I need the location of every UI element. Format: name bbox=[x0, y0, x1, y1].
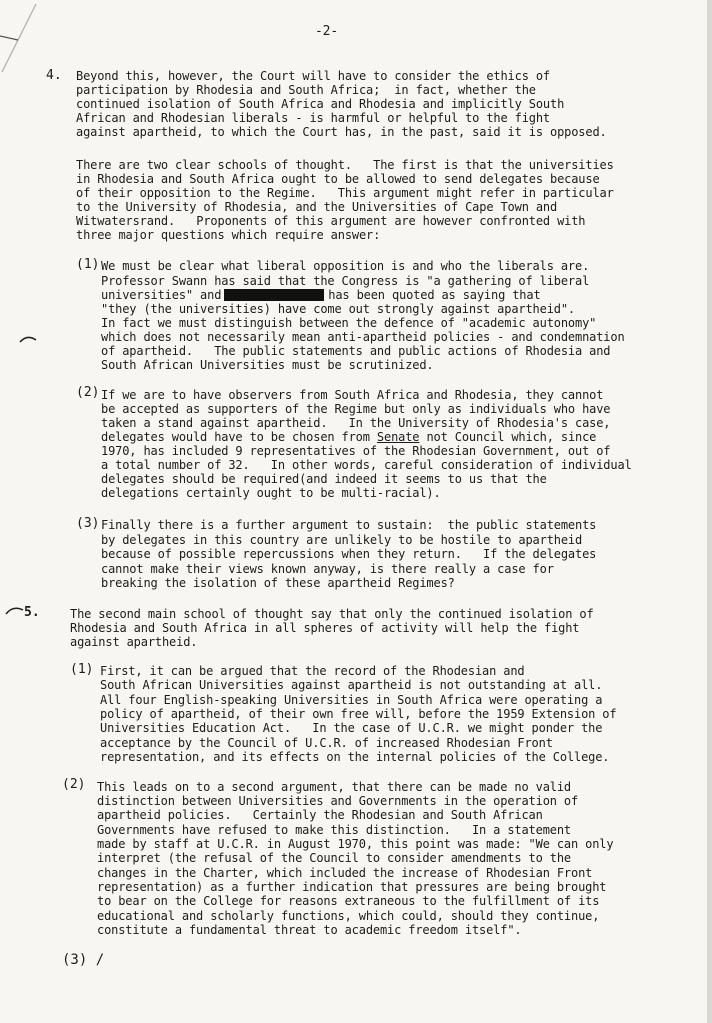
subpoint-2-number: (2) bbox=[62, 777, 86, 792]
subpoint-1-line: All four English-speaking Universities in South Africa were operating a bbox=[100, 693, 603, 707]
question-1-text-b: has been quoted as saying that bbox=[328, 288, 541, 302]
item-4-number: 4. bbox=[46, 68, 62, 83]
question-2-line: a total number of 32. In other words, careful consideration of individual bbox=[101, 458, 632, 472]
question-1-line-redacted bbox=[101, 288, 541, 302]
question-3-line: because of possible repercussions when they return. If the delegates bbox=[101, 547, 597, 561]
subpoint-2-line: representation) as a further indication that pressures are being brought bbox=[97, 880, 607, 894]
question-3-line: by delegates in this country are unlikely to be hostile to apartheid bbox=[101, 533, 583, 547]
question-1-line: of apartheid. The public statements and public actions of Rhodesia and bbox=[101, 344, 611, 358]
pen-stroke-corner bbox=[0, 0, 40, 80]
item-5-line: against apartheid. bbox=[70, 635, 198, 649]
item-5-number: 5. bbox=[24, 605, 40, 620]
subpoint-2-line: apartheid policies. Certainly the Rhodesian and South African bbox=[97, 808, 543, 822]
question-2-line: be accepted as supporters of the Regime but only as individuals who have bbox=[101, 402, 611, 416]
redaction-block bbox=[224, 289, 324, 301]
question-1-line: which does not necessarily mean anti-apartheid policies - and condemnation bbox=[101, 330, 625, 344]
item-4-line: continued isolation of South Africa and Rhodesia and implicitly South bbox=[76, 97, 565, 111]
subpoint-2-line: This leads on to a second argument, that there can be made no valid bbox=[97, 780, 571, 794]
question-1-line: Professor Swann has said that the Congress is "a gathering of liberal bbox=[101, 274, 590, 288]
senate-underlined: Senate bbox=[376, 430, 420, 444]
question-2-line: If we are to have observers from South Africa and Rhodesia, they cannot bbox=[101, 388, 604, 402]
question-2-line bbox=[101, 430, 596, 444]
question-2-line: taken a stand against apartheid. In the University of Rhodesia's case, bbox=[101, 416, 611, 430]
schools-paragraph-line: to the University of Rhodesia, and the Universities of Cape Town and bbox=[76, 200, 558, 214]
question-2-text-b: not Council which, since bbox=[419, 430, 597, 444]
schools-paragraph-line: of their opposition to the Regime. This argument might refer in particular bbox=[76, 186, 614, 200]
question-1-text-a: universities" and bbox=[101, 288, 222, 302]
subpoint-2-line: distinction between Universities and Governments in the operation of bbox=[97, 794, 579, 808]
question-2-number: (2) bbox=[76, 385, 100, 400]
question-3-line: breaking the isolation of these apartheid Regimes? bbox=[101, 576, 455, 590]
schools-paragraph-line: Witwatersrand. Proponents of this argument are however confronted with bbox=[76, 214, 586, 228]
question-2-line: 1970, has included 9 representatives of the Rhodesian Government, out of bbox=[101, 444, 611, 458]
question-1-line: "they (the universities) have come out strongly against apartheid". bbox=[101, 302, 575, 316]
subpoint-1-line: Universities Education Act. In the case of U.C.R. we might ponder the bbox=[100, 721, 603, 735]
subpoint-1-line: South African Universities against apartheid is not outstanding at all. bbox=[100, 678, 603, 692]
subpoint-1-line: representation, and its effects on the internal policies of the College. bbox=[100, 750, 610, 764]
continuation-marker: (3) / bbox=[62, 952, 105, 968]
question-3-line: Finally there is a further argument to sustain: the public statements bbox=[101, 518, 597, 532]
schools-paragraph-line: There are two clear schools of thought. The first is that the universities bbox=[76, 158, 614, 172]
subpoint-2-line: to bear on the College for reasons extraneous to the fulfillment of its bbox=[97, 894, 600, 908]
question-3-line: cannot make their views known anyway, is there really a case for bbox=[101, 562, 554, 576]
subpoint-2-line: constitute a fundamental threat to academic freedom itself". bbox=[97, 923, 522, 937]
item-4-line: participation by Rhodesia and South Africa; in fact, whether the bbox=[76, 83, 536, 97]
item-4-line: against apartheid, to which the Court has, in the past, said it is opposed. bbox=[76, 125, 607, 139]
subpoint-1-number: (1) bbox=[70, 662, 94, 677]
margin-tick-mark bbox=[18, 332, 40, 346]
question-1-number: (1) bbox=[76, 257, 100, 272]
subpoint-2-line: educational and scholarly functions, which could, should they continue, bbox=[97, 909, 600, 923]
subpoint-1-line: acceptance by the Council of U.C.R. of increased Rhodesian Front bbox=[100, 736, 553, 750]
schools-paragraph-line: in Rhodesia and South Africa ought to be allowed to send delegates because bbox=[76, 172, 600, 186]
subpoint-1-line: First, it can be argued that the record of the Rhodesian and bbox=[100, 664, 525, 678]
question-3-number: (3) bbox=[76, 516, 100, 531]
subpoint-2-line: Governments have refused to make this distinction. In a statement bbox=[97, 823, 571, 837]
question-1-line: In fact we must distinguish between the defence of "academic autonomy" bbox=[101, 316, 597, 330]
question-1-line: South African Universities must be scrutinized. bbox=[101, 358, 434, 372]
item-4-line: Beyond this, however, the Court will have to consider the ethics of bbox=[76, 69, 550, 83]
subpoint-2-line: interpret (the refusal of the Council to consider amendments to the bbox=[97, 851, 571, 865]
question-2-text-a: delegates would have to be chosen from bbox=[101, 430, 377, 444]
subpoint-2-line: made by staff at U.C.R. in August 1970, this point was made: "We can only bbox=[97, 837, 614, 851]
schools-paragraph-line: three major questions which require answer: bbox=[76, 228, 381, 242]
question-2-line: delegates should be required(and indeed it seems to us that the bbox=[101, 472, 547, 486]
item-4-line: African and Rhodesian liberals - is harmful or helpful to the fight bbox=[76, 111, 550, 125]
margin-tick-mark bbox=[4, 603, 26, 617]
page-number: -2- bbox=[315, 24, 339, 39]
question-2-line: delegations certainly ought to be multi-racial). bbox=[101, 486, 441, 500]
scan-edge bbox=[707, 0, 712, 1023]
item-5-line: Rhodesia and South Africa in all spheres of activity will help the fight bbox=[70, 621, 580, 635]
question-1-line: We must be clear what liberal opposition is and who the liberals are. bbox=[101, 259, 590, 273]
item-5-line: The second main school of thought say that only the continued isolation of bbox=[70, 607, 594, 621]
subpoint-2-line: changes in the Charter, which included the increase of Rhodesian Front bbox=[97, 866, 593, 880]
subpoint-1-line: policy of apartheid, of their own free will, before the 1959 Extension of bbox=[100, 707, 617, 721]
